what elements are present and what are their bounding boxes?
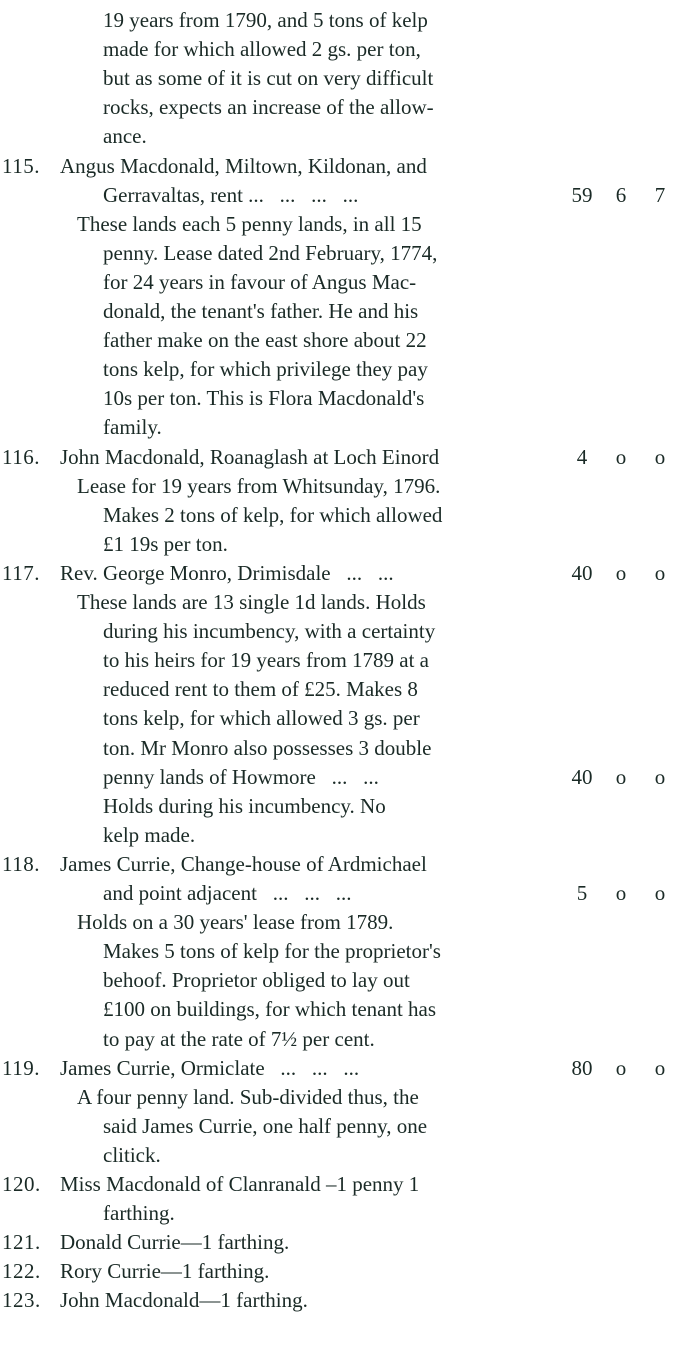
text-line (0, 239, 696, 268)
entry-text: made for which allowed 2 gs. per ton, (103, 37, 421, 62)
text-line (0, 152, 696, 181)
text-line (0, 1170, 696, 1199)
entry-text: reduced rent to them of £25. Makes 8 (103, 677, 418, 702)
entry-text: penny. Lease dated 2nd February, 1774, (103, 240, 438, 265)
text-line (0, 966, 696, 995)
entry-text: father make on the east shore about 22 (103, 328, 427, 353)
text-line (0, 64, 696, 93)
amount-shillings: o (615, 444, 627, 469)
text-line (0, 1083, 696, 1112)
entry-text: Miss Macdonald of Clanranald –1 penny 1 (60, 1172, 420, 1196)
entry-text: Rev. George Monro, Drimisdale ... ... (60, 560, 394, 585)
entry-text: John Macdonald, Roanaglash at Loch Einord (60, 444, 440, 469)
entry-text: 10s per ton. This is Flora Macdonald's (103, 386, 425, 411)
text-line (0, 355, 696, 384)
entry-text: during his incumbency, with a certainty (103, 619, 436, 644)
text-line (0, 122, 696, 151)
entry-number: 117. (2, 560, 40, 585)
amount-pounds: 59 (571, 182, 593, 207)
text-line (0, 1141, 696, 1170)
text-line (0, 821, 696, 850)
text-line (0, 792, 696, 821)
amount-shillings: o (615, 764, 627, 789)
entry-text: Gerravaltas, rent ... ... ... ... (103, 182, 359, 207)
entry-text: penny lands of Howmore ... ... (103, 764, 379, 789)
entry-text: Lease for 19 years from Whitsunday, 1796. (77, 473, 441, 498)
amount-pence: o (654, 560, 666, 585)
amount-pounds: 40 (571, 560, 593, 585)
text-line (0, 1025, 696, 1054)
text-line (0, 850, 696, 879)
entry-text: ance. (103, 124, 147, 149)
entry-text: James Currie, Change-house of Ardmichael (60, 851, 427, 876)
entry-number: 120. (2, 1172, 41, 1196)
entry-text: Holds during his incumbency. No (103, 793, 386, 818)
text-line (0, 704, 696, 733)
amount-shillings: o (615, 881, 627, 905)
entry-text: Holds on a 30 years' lease from 1789. (77, 910, 394, 935)
entry-text: These lands are 13 single 1d lands. Holds (77, 590, 426, 614)
text-line (0, 675, 696, 704)
text-line (0, 588, 696, 617)
amount-pounds: 80 (571, 1055, 593, 1080)
text-line (0, 443, 696, 472)
text-line (0, 1228, 696, 1257)
entry-text: £100 on buildings, for which tenant has (103, 997, 437, 1022)
amount-pence: o (654, 444, 666, 469)
entry-text: Donald Currie—1 farthing. (60, 1230, 290, 1255)
amount-pounds: 5 (576, 881, 588, 905)
text-line (0, 995, 696, 1024)
entry-number: 115. (2, 153, 40, 178)
text-line (0, 501, 696, 530)
amount-shillings: 6 (615, 182, 627, 207)
entry-text: family. (103, 415, 162, 440)
amount-pence: 7 (654, 182, 666, 207)
entry-text: and point adjacent ... ... ... (103, 881, 352, 905)
entry-text: Makes 2 tons of kelp, for which allowed (103, 502, 443, 527)
text-line (0, 646, 696, 675)
entry-text: These lands each 5 penny lands, in all 15 (77, 211, 422, 236)
text-line (0, 35, 696, 64)
text-line (0, 297, 696, 326)
entry-text: clitick. (103, 1142, 161, 1167)
entry-text: ton. Mr Monro also possesses 3 double (103, 735, 432, 760)
text-line (0, 937, 696, 966)
entry-text: to his heirs for 19 years from 1789 at a (103, 648, 430, 673)
entry-number: 122. (2, 1259, 41, 1284)
text-line (0, 530, 696, 559)
entry-text: farthing. (103, 1201, 175, 1226)
entry-text: tons kelp, for which privilege they pay (103, 357, 428, 382)
text-line (0, 384, 696, 413)
text-line (0, 1054, 696, 1083)
amount-pence: o (654, 1055, 666, 1080)
entry-text: John Macdonald—1 farthing. (60, 1288, 308, 1313)
text-line (0, 559, 696, 588)
text-line (0, 1199, 696, 1228)
text-line (0, 268, 696, 297)
entry-number: 118. (2, 851, 40, 876)
amount-pounds: 40 (571, 764, 593, 789)
text-line (0, 1257, 696, 1286)
entry-text: Angus Macdonald, Miltown, Kildonan, and (60, 153, 427, 178)
text-line (0, 879, 696, 908)
entry-text: to pay at the rate of 7½ per cent. (103, 1026, 375, 1051)
text-line (0, 181, 696, 210)
entry-text: behoof. Proprietor obliged to lay out (103, 968, 410, 993)
entry-text: James Currie, Ormiclate ... ... ... (60, 1055, 360, 1080)
entry-number: 121. (2, 1230, 41, 1255)
text-line (0, 1286, 696, 1315)
amount-shillings: o (615, 560, 627, 585)
entry-text: but as some of it is cut on very difficult (103, 66, 434, 91)
text-line (0, 326, 696, 355)
amount-shillings: o (615, 1055, 627, 1080)
entry-text: donald, the tenant's father. He and his (103, 299, 419, 323)
entry-text: A four penny land. Sub-divided thus, the (77, 1084, 419, 1109)
text-line (0, 93, 696, 122)
text-line (0, 6, 696, 35)
entry-number: 116. (2, 444, 40, 469)
entry-text: 19 years from 1790, and 5 tons of kelp (103, 8, 428, 32)
text-line (0, 734, 696, 763)
entry-text: rocks, expects an increase of the allow- (103, 95, 434, 120)
text-line (0, 763, 696, 792)
entry-text: Rory Currie—1 farthing. (60, 1259, 270, 1284)
text-line (0, 472, 696, 501)
text-line (0, 210, 696, 239)
entry-text: kelp made. (103, 822, 196, 847)
amount-pounds: 4 (576, 444, 588, 469)
amount-pence: o (654, 764, 666, 789)
amount-pence: o (654, 881, 666, 905)
entry-text: £1 19s per ton. (103, 531, 228, 556)
text-line (0, 413, 696, 442)
entry-text: said James Currie, one half penny, one (103, 1113, 428, 1138)
text-line (0, 908, 696, 937)
entry-text: for 24 years in favour of Angus Mac- (103, 269, 417, 294)
entry-text: Makes 5 tons of kelp for the proprietor's (103, 939, 441, 964)
entry-text: tons kelp, for which allowed 3 gs. per (103, 706, 420, 731)
entry-number: 123. (2, 1288, 41, 1313)
entry-number: 119. (2, 1055, 40, 1080)
text-line (0, 1112, 696, 1141)
text-line (0, 617, 696, 646)
